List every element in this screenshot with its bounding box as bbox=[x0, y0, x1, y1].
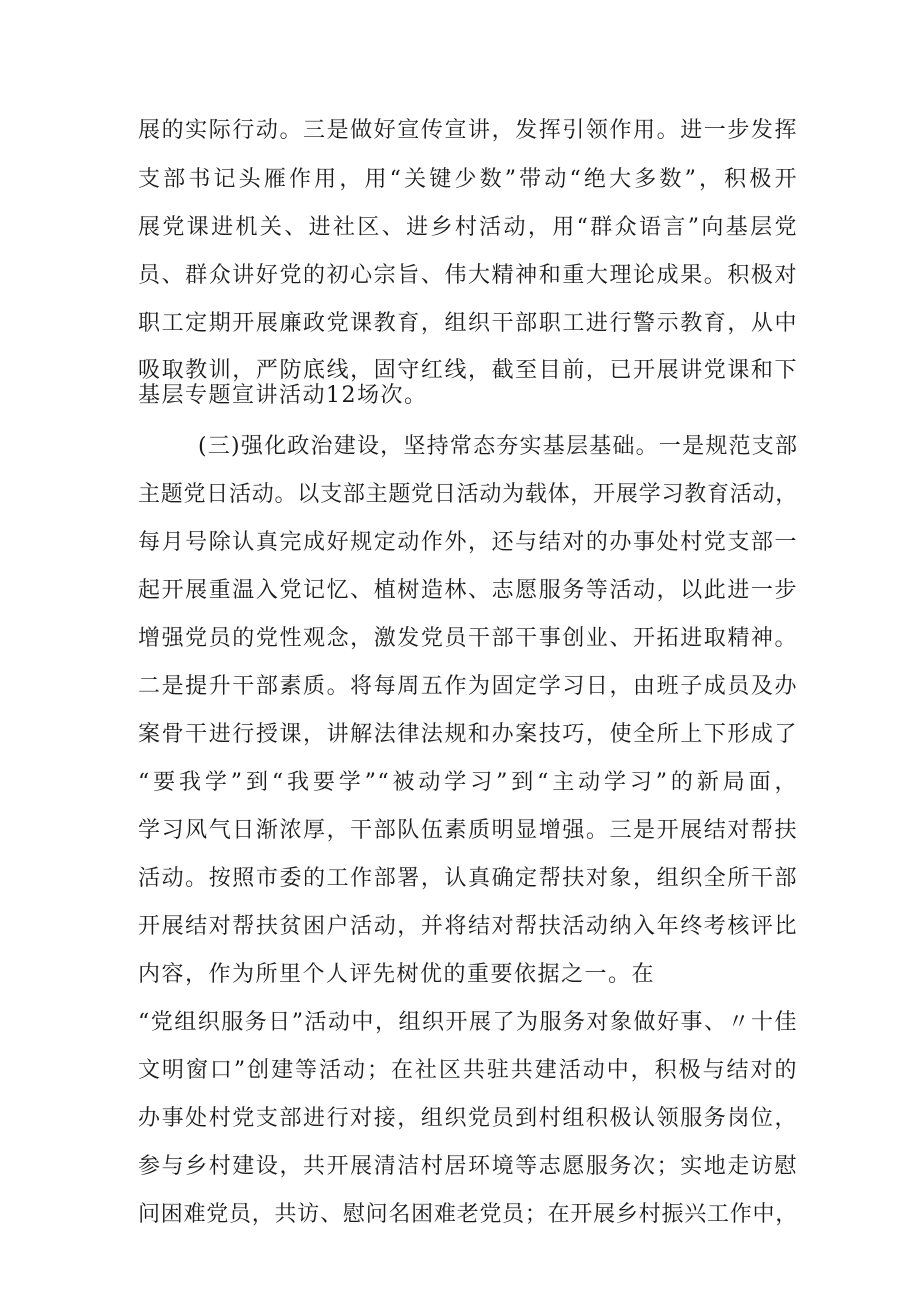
text-line: 案骨干进行授课，讲解法律法规和办案技巧，使全所上下形成了 bbox=[138, 722, 798, 747]
text-line: 起开展重温入党记忆、植树造林、志愿服务等活动，以此进一步 bbox=[138, 578, 798, 603]
text-line: 展的实际行动。三是做好宣传宣讲，发挥引领作用。进一步发挥 bbox=[138, 118, 798, 143]
text-line: “党组织服务日”活动中，组织开展了为服务对象做好事、〃十佳 bbox=[138, 1010, 798, 1035]
text-line: 支部书记头雁作用，用“关键少数”带动“绝大多数”，积极开 bbox=[138, 167, 798, 192]
text-line: 吸取教训，严防底线，固守红线，截至目前，已开展讲党课和下 bbox=[138, 358, 798, 383]
text-line: 增强党员的党性观念，激发党员干部干事创业、开拓进取精神。 bbox=[138, 626, 798, 651]
text-line: 内容，作为所里个人评先树优的重要依据之一。在 bbox=[138, 962, 656, 987]
text-line: 学习风气日渐浓厚，干部队伍素质明显增强。三是开展结对帮扶 bbox=[138, 818, 798, 843]
text-line: 文明窗口”创建等活动；在社区共驻共建活动中，积极与结对的 bbox=[138, 1058, 798, 1083]
text-line: “要我学”到“我要学”“被动学习”到“主动学习”的新局面， bbox=[138, 770, 798, 795]
text-line: 办事处村党支部进行对接，组织党员到村组积极认领服务岗位， bbox=[138, 1106, 798, 1131]
section-heading-line: (三)强化政治建设，坚持常态夯实基层基础。一是规范支部 bbox=[198, 434, 798, 459]
text-line: 问困难党员，共访、慰问名困难老党员；在开展乡村振兴工作中， bbox=[138, 1202, 798, 1227]
text-line: 开展结对帮扶贫困户活动，并将结对帮扶活动纳入年终考核评比 bbox=[138, 914, 798, 939]
text-line: 主题党日活动。以支部主题党日活动为载体，开展学习教育活动， bbox=[138, 482, 798, 507]
text-line: 员、群众讲好党的初心宗旨、伟大精神和重大理论成果。积极对 bbox=[138, 263, 798, 288]
text-line: 展党课进机关、进社区、进乡村活动，用“群众语言”向基层党 bbox=[138, 215, 798, 240]
text-line: 参与乡村建设，共开展清洁村居环境等志愿服务次；实地走访慰 bbox=[138, 1154, 798, 1179]
text-line: 二是提升干部素质。将每周五作为固定学习日，由班子成员及办 bbox=[138, 674, 798, 699]
text-line: 基层专题宣讲活动12场次。 bbox=[138, 383, 428, 408]
text-line: 职工定期开展廉政党课教育，组织干部职工进行警示教育，从中 bbox=[138, 311, 798, 336]
text-line: 活动。按照市委的工作部署，认真确定帮扶对象，组织全所干部 bbox=[138, 866, 798, 891]
text-line: 每月号除认真完成好规定动作外，还与结对的办事处村党支部一 bbox=[138, 530, 798, 555]
